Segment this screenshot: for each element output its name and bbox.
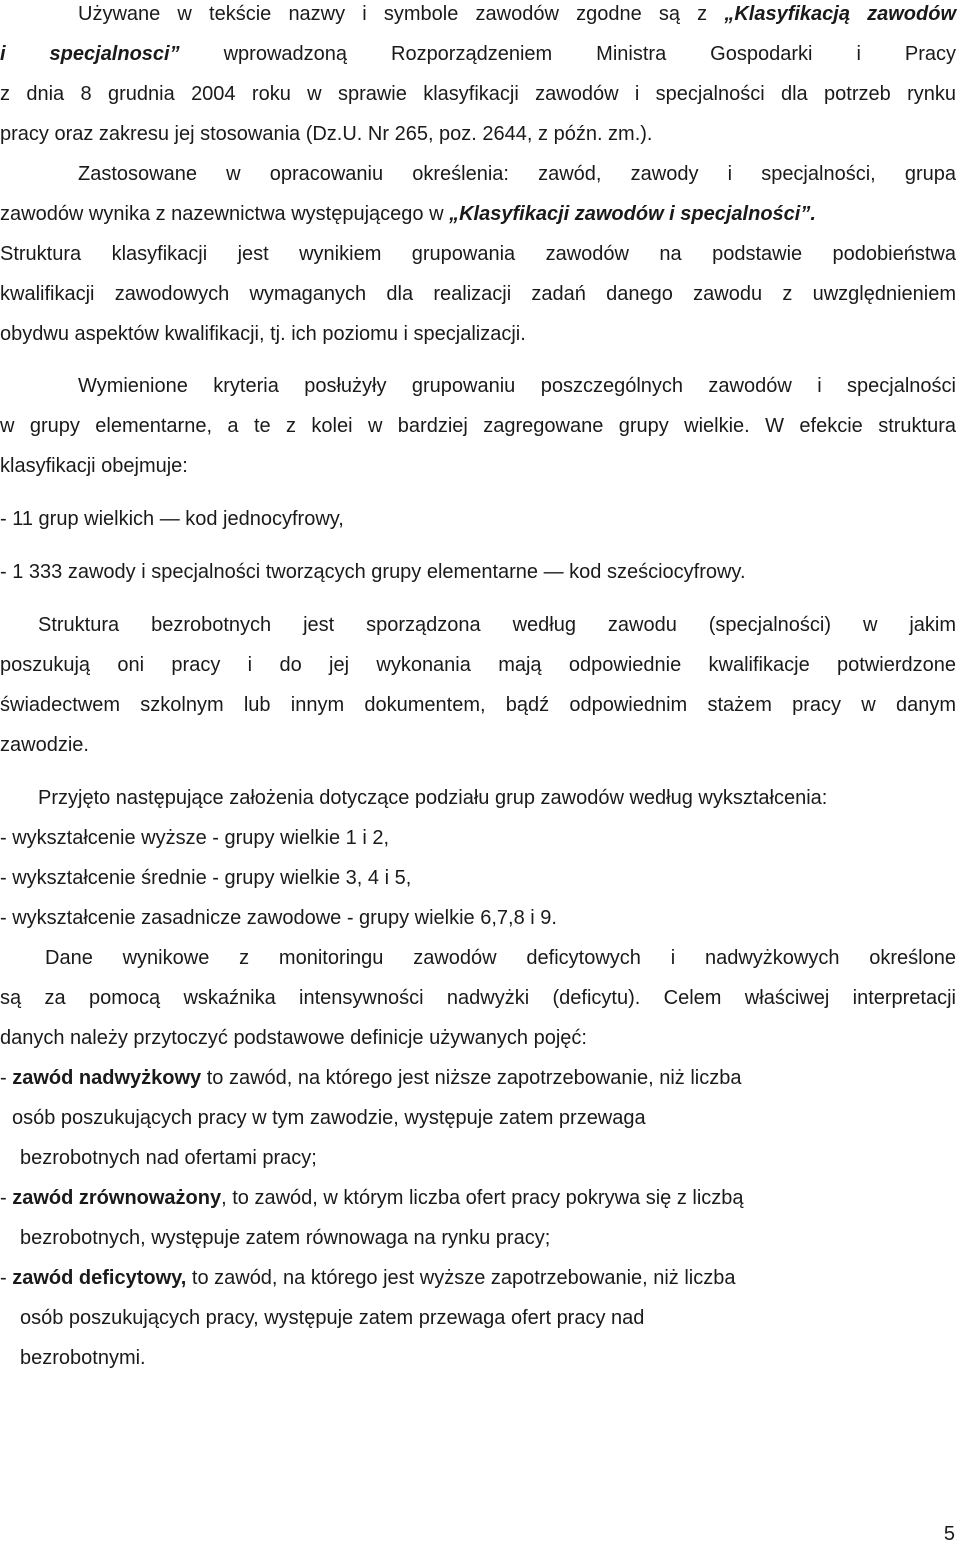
paragraph-6-line-2: są za pomocą wskaźnika intensywności nadwyżki (deficytu). Celem właściwej interpretacji [0, 987, 956, 1009]
paragraph-1-line-4: pracy oraz zakresu jej stosowania (Dz.U. Nr 265, poz. 2644, z późn. zm.). [0, 123, 653, 145]
definition-term: zawód zrównoważony [12, 1187, 222, 1209]
paragraph-2-line-5: obydwu aspektów kwalifikacji, tj. ich poziomu i specjalizacji. [0, 323, 526, 345]
definition-deficit-line-2: osób poszukujących pracy, występuje zatem przewaga ofert pracy nad [20, 1307, 645, 1329]
text-span: Używane w tekście nazwy i symbole zawodów zgodne są z [78, 3, 725, 25]
paragraph-4-line-3: świadectwem szkolnym lub innym dokumentem, bądź odpowiednim stażem pracy w danym [0, 694, 956, 716]
definition-surplus-line-1 [0, 1066, 956, 1090]
paragraph-4-line-1: Struktura bezrobotnych jest sporządzona według zawodu (specjalności) w jakim [38, 614, 956, 636]
paragraph-1-line-3: z dnia 8 grudnia 2004 roku w sprawie klasyfikacji zawodów i specjalności dla potrzeb rynku [0, 83, 956, 105]
definition-deficit-line-1 [0, 1266, 956, 1290]
paragraph-5-line-1: Przyjęto następujące założenia dotyczące podziału grup zawodów według wykształcenia: [38, 787, 828, 809]
list-item-major-groups: - 11 grup wielkich — kod jednocyfrowy, [0, 508, 344, 530]
list-dash: - [0, 1067, 13, 1089]
definition-deficit-line-3: bezrobotnymi. [20, 1347, 146, 1369]
paragraph-3-line-3: klasyfikacji obejmuje: [0, 455, 188, 477]
definition-balanced-line-2: bezrobotnych, występuje zatem równowaga na rynku pracy; [20, 1227, 551, 1249]
list-dash: - [0, 1187, 13, 1209]
paragraph-2-line-4: kwalifikacji zawodowych wymaganych dla realizacji zadań danego zawodu z uwzględnieniem [0, 283, 956, 305]
classification-title-emphasis: „Klasyfikacją zawodów [724, 3, 957, 25]
definition-balanced-line-1 [0, 1186, 956, 1210]
paragraph-6-line-1: Dane wynikowe z monitoringu zawodów deficytowych i nadwyżkowych określone [45, 947, 956, 969]
list-dash: - [0, 1267, 13, 1289]
classification-title-emphasis: „Klasyfikacji zawodów i specjalności”. [449, 203, 816, 225]
education-item-higher: - wykształcenie wyższe - grupy wielkie 1 i 2, [0, 827, 390, 849]
paragraph-2-line-2 [0, 202, 956, 226]
education-item-vocational: - wykształcenie zasadnicze zawodowe - grupy wielkie 6,7,8 i 9. [0, 907, 557, 929]
paragraph-3-line-1: Wymienione kryteria posłużyły grupowaniu poszczególnych zawodów i specjalności [78, 375, 956, 397]
classification-title-emphasis: i specjalnosci” [0, 43, 180, 65]
paragraph-3-line-2: w grupy elementarne, a te z kolei w bardziej zagregowane grupy wielkie. W efekcie struktura [0, 415, 956, 437]
text-span: wprowadzoną Rozporządzeniem Ministra Gospodarki i Pracy [179, 43, 956, 65]
text-span: to zawód, na którego jest wyższe zapotrzebowanie, niż liczba [186, 1267, 736, 1289]
paragraph-6-line-3: danych należy przytoczyć podstawowe definicje używanych pojęć: [0, 1027, 587, 1049]
definition-surplus-line-2: osób poszukujących pracy w tym zawodzie, występuje zatem przewaga [12, 1107, 646, 1129]
text-span: , to zawód, w którym liczba ofert pracy pokrywa się z liczbą [221, 1187, 744, 1209]
paragraph-2-line-1: Zastosowane w opracowaniu określenia: zawód, zawody i specjalności, grupa [78, 163, 956, 185]
text-span: zawodów wynika z nazewnictwa występującego w [0, 203, 450, 225]
definition-term: zawód deficytowy, [12, 1267, 187, 1289]
education-item-secondary: - wykształcenie średnie - grupy wielkie 3, 4 i 5, [0, 867, 412, 889]
paragraph-1-line-1 [78, 2, 956, 26]
list-item-elementary-groups: - 1 333 zawody i specjalności tworzących grupy elementarne — kod sześciocyfrowy. [0, 561, 746, 583]
paragraph-4-line-2: poszukują oni pracy i do jej wykonania mają odpowiednie kwalifikacje potwierdzone [0, 654, 956, 676]
page-number: 5 [943, 1523, 955, 1545]
definition-surplus-line-3: bezrobotnych nad ofertami pracy; [20, 1147, 317, 1169]
paragraph-1-line-2 [0, 42, 956, 66]
paragraph-4-line-4: zawodzie. [0, 734, 89, 756]
definition-term: zawód nadwyżkowy [12, 1067, 202, 1089]
text-span: to zawód, na którego jest niższe zapotrzebowanie, niż liczba [201, 1067, 742, 1089]
paragraph-2-line-3: Struktura klasyfikacji jest wynikiem grupowania zawodów na podstawie podobieństwa [0, 243, 956, 265]
